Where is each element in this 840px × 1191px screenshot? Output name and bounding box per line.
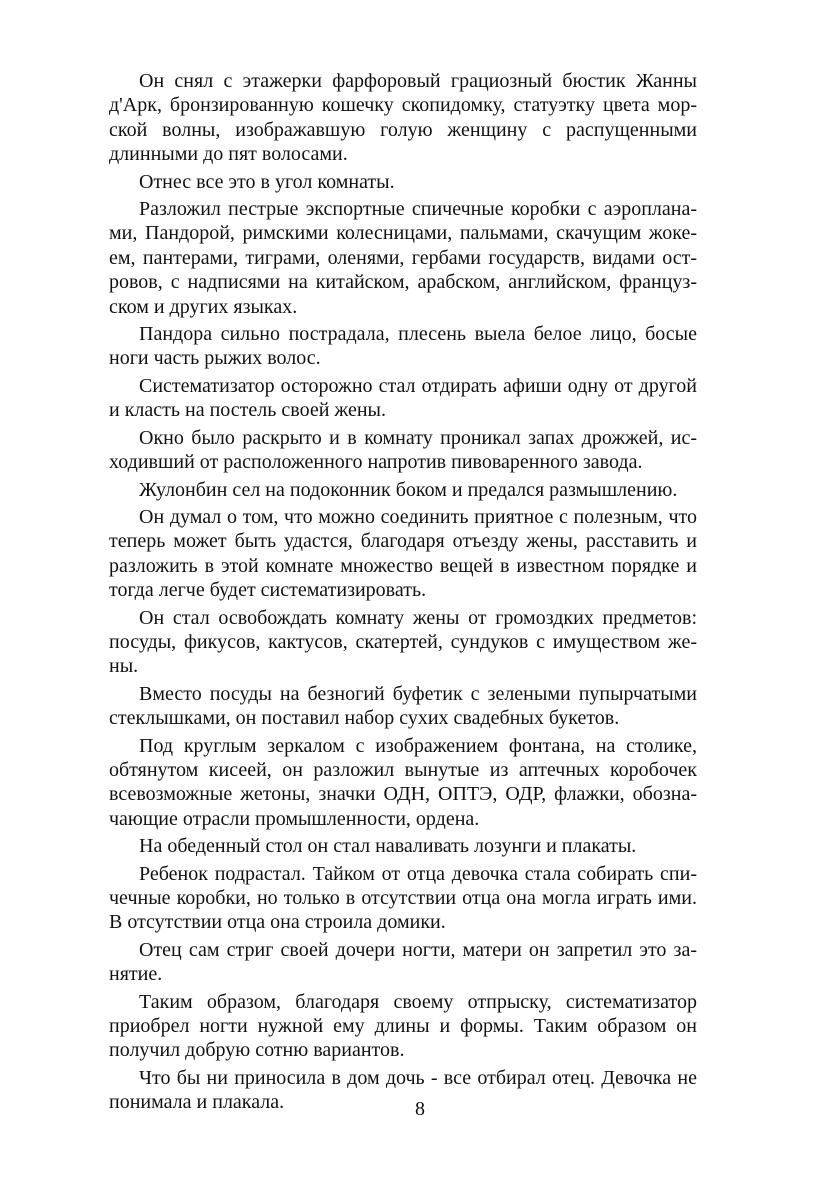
text-line: понимала и плакала. xyxy=(109,1091,285,1114)
text-line: всевозможные жетоны, значки ОДН, ОПТЭ, ОДР, флажки, обозна- xyxy=(109,783,697,806)
paragraph xyxy=(109,505,697,603)
paragraph xyxy=(109,426,697,475)
text-line: обтянутом кисеей, он разложил вынутые из аптечных коробочек xyxy=(109,758,697,781)
text-line: Отнес все это в угол комнаты. xyxy=(139,170,395,193)
text-line: ской волны, изображавшую голую женщину с распущенными xyxy=(109,118,697,141)
paragraph xyxy=(109,682,697,731)
text-line: д'Арк, бронзированную кошечку скопидомку, статуэтку цвета мор- xyxy=(109,94,697,117)
text-line: Он думал о том, что можно соединить приятное с полезным, что xyxy=(139,505,697,528)
text-line: нятие. xyxy=(109,963,163,986)
paragraph xyxy=(109,170,697,194)
page-body xyxy=(109,69,697,1118)
text-line: Под круглым зеркалом с изображением фонтана, на столике, xyxy=(139,734,697,757)
text-line: стеклышками, он поставил набор сухих свадебных букетов. xyxy=(109,707,620,730)
paragraph xyxy=(109,990,697,1063)
text-line: ходивший от расположенного напротив пивоваренного завода. xyxy=(109,451,643,474)
paragraph xyxy=(109,322,697,371)
text-line: Ребенок подрастал. Тайком от отца девочка стала собирать спи- xyxy=(139,862,697,885)
text-line: Таким образом, благодаря своему отпрыску, систематизатор xyxy=(139,990,697,1013)
paragraph xyxy=(109,606,697,679)
text-line: тогда легче будет систематизировать. xyxy=(109,579,427,602)
text-line: и класть на постель своей жены. xyxy=(109,399,386,422)
text-line: Что бы ни приносила в дом дочь - все отбирал отец. Девочка не xyxy=(139,1066,697,1089)
text-line: Систематизатор осторожно стал отдирать афиши одну от другой xyxy=(139,374,697,397)
page-number: 8 xyxy=(415,1098,425,1120)
text-line: Он стал освобождать комнату жены от громоздких предметов: xyxy=(139,606,697,629)
text-line: ем, пантерами, тиграми, оленями, гербами государств, видами ост- xyxy=(109,246,697,269)
paragraph xyxy=(109,197,697,319)
text-line: ском и других языках. xyxy=(109,295,298,318)
text-line: ноги часть рыжих волос. xyxy=(109,347,321,370)
paragraph xyxy=(109,69,697,167)
text-line: Он снял с этажерки фарфоровый грациозный бюстик Жанны xyxy=(139,70,697,92)
text-line: разложить в этой комнате множество вещей в известном порядке и xyxy=(109,554,697,577)
text-line: получил добрую сотню вариантов. xyxy=(109,1039,405,1062)
text-line: Жулонбин сел на подоконник боком и предался размышлению. xyxy=(139,478,678,501)
text-line: Пандора сильно пострадала, плесень выела белое лицо, босые xyxy=(139,323,697,346)
text-line: Отец сам стриг своей дочери ногти, матери он запретил это за- xyxy=(139,938,697,961)
text-line: В отсутствии отца она строила домики. xyxy=(109,911,446,934)
text-line: На обеденный стол он стал наваливать лозунги и плакаты. xyxy=(139,835,637,858)
paragraph xyxy=(109,734,697,832)
paragraph xyxy=(109,834,697,858)
text-line: ны. xyxy=(109,655,139,678)
text-line: Окно было раскрыто и в комнату проникал запах дрожжей, ис- xyxy=(139,426,697,449)
text-line: длинными до пят волосами. xyxy=(109,143,348,166)
text-line: чечные коробки, но только в отсутствии отца она могла играть ими. xyxy=(109,887,697,909)
paragraph xyxy=(109,862,697,935)
paragraph xyxy=(109,374,697,423)
paragraph xyxy=(109,938,697,987)
text-line: ровов, с надписями на китайском, арабском, английском, француз- xyxy=(109,271,697,294)
text-line: ми, Пандорой, римскими колесницами, пальмами, скачущим жоке- xyxy=(109,222,697,245)
paragraph xyxy=(109,478,697,502)
text-line: чающие отрасли промышленности, ордена. xyxy=(109,807,480,830)
text-line: приобрел ногти нужной ему длины и формы. Таким образом он xyxy=(109,1015,697,1038)
text-line: теперь может быть удастся, благодаря отъезду жены, расставить и xyxy=(109,530,697,553)
text-line: посуды, фикусов, кактусов, скатертей, сундуков с имуществом же- xyxy=(109,630,697,653)
text-line: Вместо посуды на безногий буфетик с зелеными пупырчатыми xyxy=(139,682,697,705)
text-line: Разложил пестрые экспортные спичечные коробки с аэроплана- xyxy=(139,198,697,221)
